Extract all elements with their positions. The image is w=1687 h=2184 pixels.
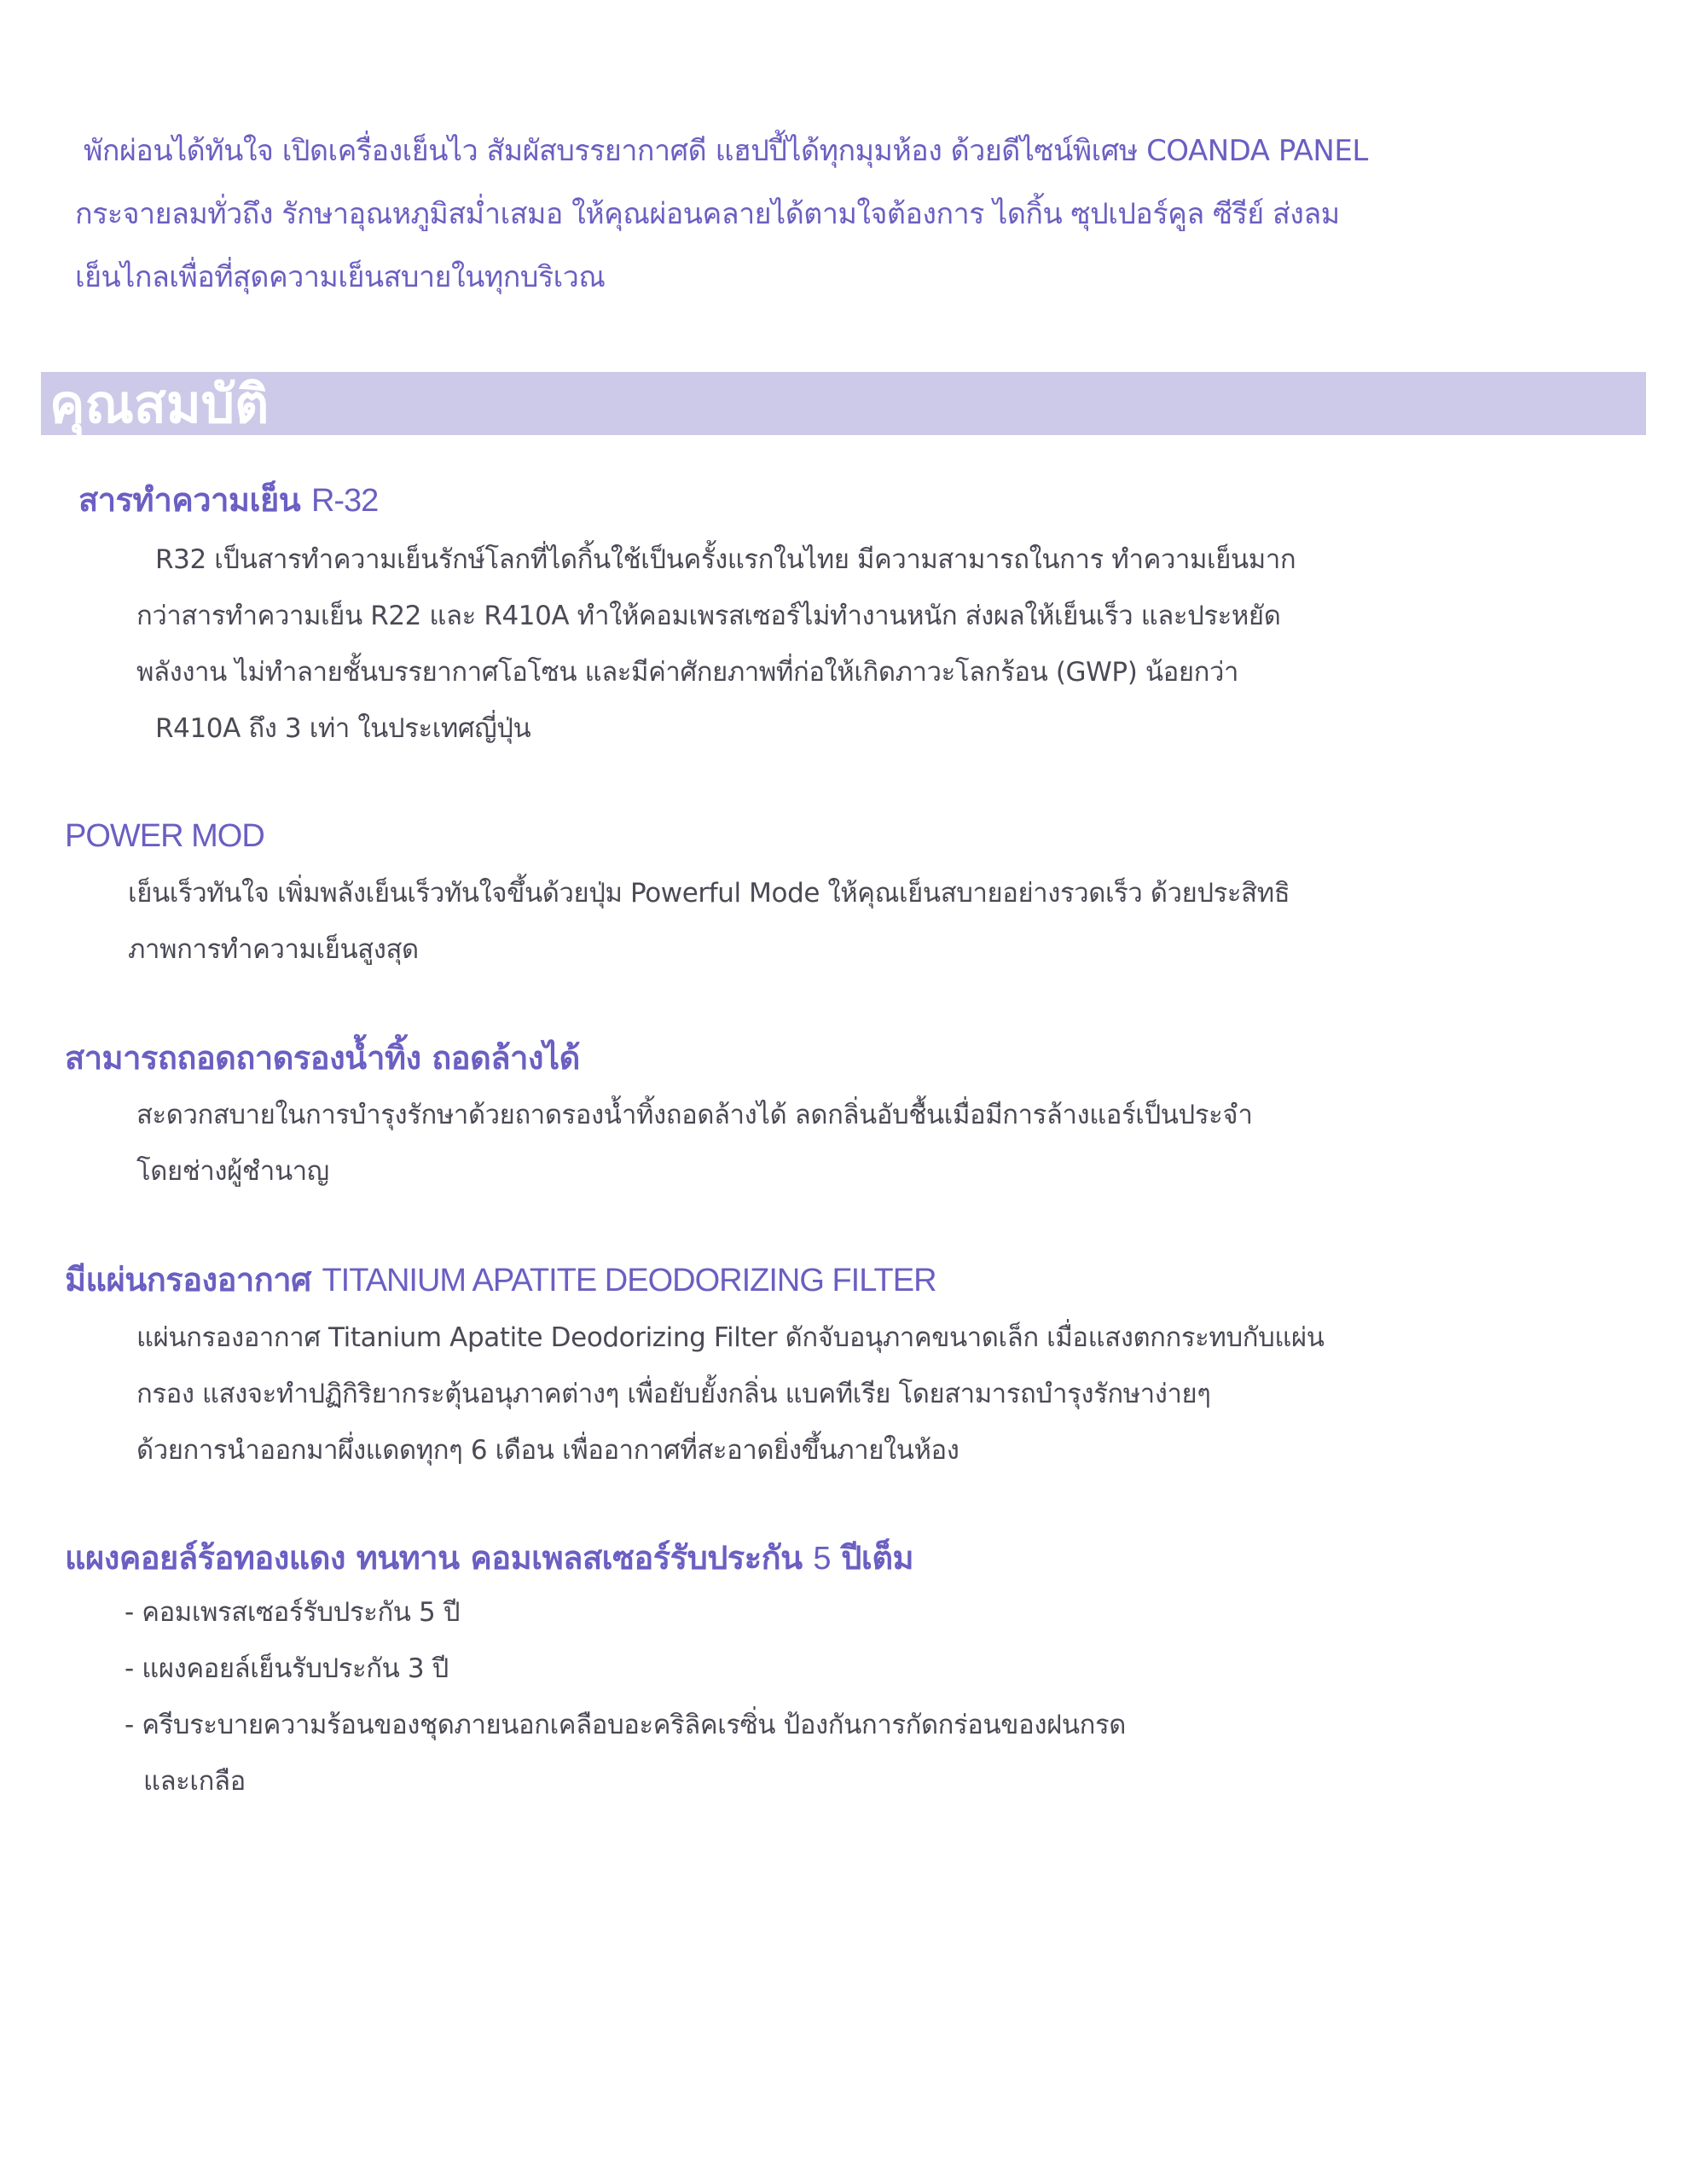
intro-line: กระจายลมทั่วถึง รักษาอุณหภูมิสม่ำเสมอ ให้คุณผ่อนคลายได้ตามใจต้องการ ไดกิ้น ซุปเปอร์คูล ซีรีย์ ส่งลม: [75, 197, 1340, 231]
feature-heading: [65, 1254, 1687, 1306]
intro-line: พักผ่อนได้ทันใจ เปิดเครื่องเย็นไว สัมผัสบรรยากาศดี แฮปปี้ได้ทุกมุมห้อง ด้วยดีไซน์พิเศษ COANDA PANEL: [84, 134, 1368, 168]
section-title-band: [41, 372, 1646, 435]
feature-heading: POWER MOD: [65, 818, 264, 854]
warranty-item: - แผงคอยล์เย็นรับประกัน 3 ปี: [125, 1653, 449, 1684]
warranty-item: - คอมเพรสเซอร์รับประกัน 5 ปี: [125, 1597, 461, 1628]
warranty-list: [125, 1584, 1687, 1809]
feature-power-mode: [0, 810, 1687, 978]
intro-line: เย็นไกลเพื่อที่สุดความเย็นสบายในทุกบริเวณ: [75, 260, 606, 294]
warranty-item-continuation: และเกลือ: [143, 1766, 246, 1797]
feature-description: [136, 1087, 1687, 1199]
description-line: สะดวกสบายในการบำรุงรักษาด้วยถาดรองน้ำทิ้งถอดล้างได้ ลดกลิ่นอับชื้นเมื่อมีการล้างแอร์เป็นประจำ: [136, 1100, 1253, 1130]
description-line: R32 เป็นสารทำความเย็นรักษ์โลกที่ไดกิ้นใช้เป็นครั้งแรกในไทย มีความสามารถในการ ทำความเย็นมาก: [155, 544, 1296, 575]
heading-text-end: ปีเต็ม: [841, 1539, 914, 1577]
heading-latin: TITANIUM APATITE DEODORIZING FILTER: [322, 1263, 936, 1298]
description-line: ภาพการทำความเย็นสูงสุด: [128, 934, 419, 965]
feature-r32: [0, 474, 1687, 757]
feature-heading: สามารถถอดถาดรองน้ำทิ้ง ถอดล้างได้: [65, 1039, 580, 1077]
heading-thai: มีแผ่นกรองอากาศ: [65, 1261, 311, 1298]
feature-copper-coil: [0, 1532, 1687, 1809]
feature-heading: [78, 474, 1687, 526]
feature-description: [128, 865, 1687, 978]
description-line: กรอง แสงจะทำปฏิกิริยากระตุ้นอนุภาคต่างๆ เพื่อยับยั้งกลิ่น แบคทีเรีย โดยสามารถบำรุงรักษาง่ายๆ: [136, 1379, 1211, 1409]
warranty-item: - ครีบระบายความร้อนของชุดภายนอกเคลือบอะคริลิคเรซิ่น ป้องกันการกัดกร่อนของฝนกรด: [125, 1710, 1126, 1740]
heading-latin: R-32: [310, 483, 379, 519]
section-title: คุณสมบัติ: [49, 373, 270, 435]
heading-text: แผงคอยล์ร้อทองแดง ทนทาน คอมเพลสเซอร์รับประกัน: [65, 1539, 803, 1577]
heading-thai: สารทำความเย็น: [78, 481, 301, 519]
description-line: พลังงาน ไม่ทำลายชั้นบรรยากาศโอโซน และมีค่าศักยภาพที่ก่อให้เกิดภาวะโลกร้อน (GWP) น้อยกว่า: [136, 657, 1239, 688]
description-line: ด้วยการนำออกมาผึ่งแดดทุกๆ 6 เดือน เพื่ออากาศที่สะอาดยิ่งขึ้นภายในห้อง: [136, 1435, 959, 1466]
description-line: เย็นเร็วทันใจ เพิ่มพลังเย็นเร็วทันใจขึ้นด้วยปุ่ม Powerful Mode ให้คุณเย็นสบายอย่างรวดเร็ว ด้วยประสิทธิ: [128, 878, 1290, 909]
description-line: กว่าสารทำความเย็น R22 และ R410A ทำให้คอมเพรสเซอร์ไม่ทำงานหนัก ส่งผลให้เย็นเร็ว และประหยัด: [136, 601, 1281, 631]
feature-air-filter: [0, 1254, 1687, 1478]
description-line: R410A ถึง 3 เท่า ในประเทศญี่ปุ่น: [155, 713, 531, 744]
description-line: แผ่นกรองอากาศ Titanium Apatite Deodorizing Filter ดักจับอนุภาคขนาดเล็ก เมื่อแสงตกกระทบกับแผ่น: [136, 1322, 1325, 1353]
feature-description: [136, 531, 1687, 757]
intro-paragraph: [75, 119, 1576, 309]
feature-drain-tray: [0, 1032, 1687, 1199]
feature-description: [136, 1310, 1687, 1478]
description-line: โดยช่างผู้ชำนาญ: [136, 1156, 329, 1187]
heading-number: 5: [813, 1541, 831, 1577]
feature-heading: [65, 1532, 1687, 1584]
